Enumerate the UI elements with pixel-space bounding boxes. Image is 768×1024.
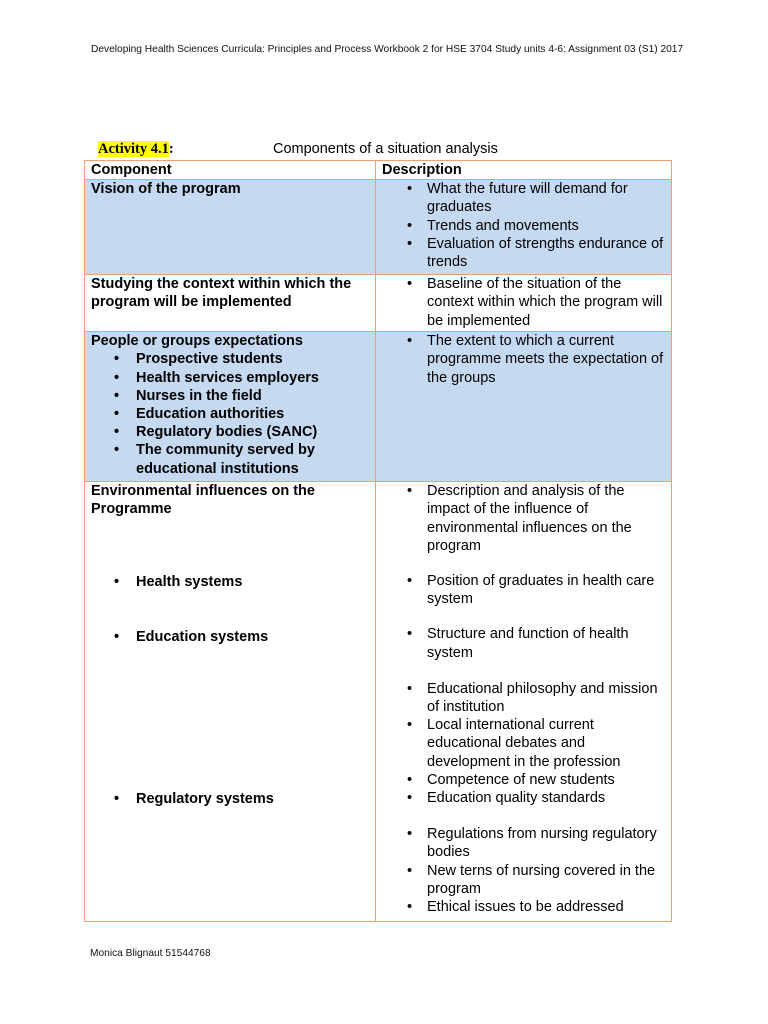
component-cell: [85, 332, 376, 482]
component-sub-list: [91, 350, 370, 477]
list-item: • Competence of new students: [382, 771, 666, 789]
activity-label-highlight: Activity 4.1: [98, 141, 169, 157]
list-item: • Health systems: [91, 573, 370, 591]
component-title: Studying the context within which the program will be implemented: [91, 276, 352, 311]
situation-analysis-table: [84, 160, 672, 922]
list-item: • Local international current educational debates and development in the profession: [382, 716, 666, 771]
component-title: Environmental influences on the Programme: [91, 483, 315, 518]
description-list: [382, 680, 666, 807]
list-item: • Evaluation of strengths endurance of trends: [382, 235, 666, 271]
column-header-description: Description: [376, 161, 672, 180]
list-item: • Regulatory systems: [91, 790, 370, 808]
component-sub-list: [91, 790, 370, 808]
description-list: [382, 572, 666, 608]
activity-label-colon: :: [168, 141, 174, 157]
table-row: [85, 332, 672, 482]
list-item: • New terns of nursing covered in the program: [382, 862, 666, 898]
page-footer: Monica Blignaut 51544768: [90, 948, 211, 959]
list-item: • The extent to which a current programme meets the expectation of the groups: [382, 332, 666, 387]
list-item: • What the future will demand for graduates: [382, 180, 666, 216]
table-row: [85, 275, 672, 332]
list-item: • Baseline of the situation of the context within which the program will be implemented: [382, 275, 666, 330]
list-item: • Nurses in the field: [91, 387, 370, 405]
list-item: • Education systems: [91, 628, 370, 646]
list-item: • The community served by educational institutions: [91, 441, 370, 477]
list-item: • Structure and function of health system: [382, 625, 666, 661]
list-item: • Description and analysis of the impact of the influence of environmental influences on the program: [382, 482, 666, 555]
list-item: • Educational philosophy and mission of institution: [382, 680, 666, 716]
description-list: [382, 625, 666, 661]
component-cell: [85, 482, 376, 922]
description-cell: [376, 332, 672, 482]
activity-title: Components of a situation analysis: [273, 141, 498, 157]
list-item: • Position of graduates in health care system: [382, 572, 666, 608]
list-item: • Education quality standards: [382, 789, 666, 807]
description-cell: [376, 482, 672, 922]
list-item: • Prospective students: [91, 350, 370, 368]
component-cell: [85, 275, 376, 332]
list-item: • Ethical issues to be addressed: [382, 898, 666, 916]
description-list: [382, 180, 666, 271]
component-cell: [85, 180, 376, 275]
list-item: • Trends and movements: [382, 217, 666, 235]
list-item: • Regulatory bodies (SANC): [91, 423, 370, 441]
component-sub-list: [91, 573, 370, 591]
list-item: • Regulations from nursing regulatory bodies: [382, 825, 666, 861]
list-item: • Education authorities: [91, 405, 370, 423]
component-title: Vision of the program: [91, 181, 241, 198]
list-item: • Health services employers: [91, 369, 370, 387]
page-header: Developing Health Sciences Curricula: Principles and Process Workbook 2 for HSE 3704 Study units 4-6: Assignment 03 (S1) 2017: [91, 44, 684, 55]
column-header-component: Component: [85, 161, 376, 180]
table-row: [85, 482, 672, 922]
component-title: People or groups expectations: [91, 333, 303, 350]
description-cell: [376, 180, 672, 275]
table-row: [85, 180, 672, 275]
component-sub-list: [91, 628, 370, 646]
table-header-row: [85, 161, 672, 180]
description-list: [382, 275, 666, 330]
description-list: [382, 825, 666, 916]
description-cell: [376, 275, 672, 332]
activity-label: [98, 141, 174, 158]
description-list: [382, 332, 666, 387]
description-list: [382, 482, 666, 555]
